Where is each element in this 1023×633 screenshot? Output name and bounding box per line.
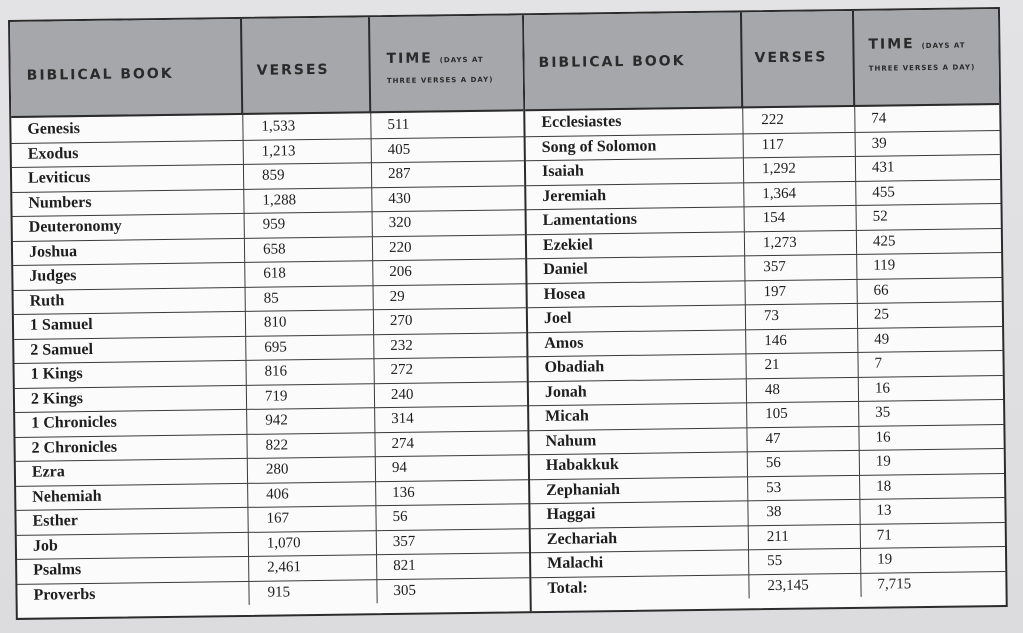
verses-cell: 47 <box>747 425 859 451</box>
time-cell: 71 <box>876 526 892 544</box>
time-cell: 7,715 <box>877 575 912 593</box>
right-header-row <box>524 9 999 111</box>
time-cell: 19 <box>875 453 891 470</box>
book-name-cell: Jonah <box>529 378 747 405</box>
time-cell: 405 <box>387 141 411 158</box>
verses-cell: 719 <box>247 383 375 409</box>
time-cell: 66 <box>873 281 889 299</box>
book-name-cell: Genesis <box>11 115 243 143</box>
book-name-cell: Habakkuk <box>530 451 748 478</box>
time-cell: 52 <box>872 208 888 225</box>
book-name-cell: Esther <box>16 507 248 535</box>
time-cell: 29 <box>389 288 405 305</box>
book-name-cell: Zechariah <box>531 525 749 552</box>
verses-cell: 56 <box>748 450 860 476</box>
verses-cell: 942 <box>247 407 375 433</box>
time-cell: 232 <box>390 337 413 354</box>
verses-cell: 406 <box>248 481 376 507</box>
book-name-cell: Nahum <box>529 427 747 454</box>
book-name-cell: Judges <box>13 262 245 290</box>
header-verses-label: VERSES <box>256 61 330 79</box>
book-name-cell: Malachi <box>531 549 749 576</box>
book-name-cell: Lamentations <box>527 206 745 233</box>
header-book-label: BIBLICAL BOOK <box>538 53 686 72</box>
book-name-cell: Proverbs <box>17 580 249 608</box>
verses-cell: 618 <box>245 260 373 286</box>
time-cell: 206 <box>389 263 412 281</box>
header-time-left <box>370 15 525 113</box>
verses-cell: 822 <box>247 432 375 458</box>
header-time-note: THREE VERSES A DAY) <box>386 75 494 86</box>
time-cell: 18 <box>876 477 892 495</box>
time-cell: 314 <box>391 410 414 428</box>
book-name-cell: 1 Chronicles <box>15 409 247 437</box>
book-name-cell: Joel <box>528 304 746 331</box>
book-name-cell: Ruth <box>14 286 246 314</box>
time-cell: 357 <box>392 533 416 550</box>
time-cell: 287 <box>387 165 411 183</box>
time-cell: 49 <box>874 330 890 348</box>
time-cell: 305 <box>393 582 417 599</box>
book-name-cell: Ecclesiastes <box>525 108 743 135</box>
verses-cell: 1,213 <box>244 138 372 164</box>
left-header-row <box>10 15 523 118</box>
book-name-cell: 2 Chronicles <box>15 433 247 461</box>
book-name-cell: Total: <box>531 574 749 601</box>
verses-cell: 38 <box>748 499 860 525</box>
time-cell: 16 <box>874 379 890 397</box>
verses-cell: 85 <box>246 285 374 311</box>
verses-cell: 1,273 <box>745 229 857 255</box>
book-name-cell: Song of Solomon <box>526 133 744 160</box>
verses-cell: 55 <box>749 548 861 574</box>
book-name-cell: 1 Samuel <box>14 311 246 339</box>
verses-cell: 695 <box>246 334 374 360</box>
header-book-label: BIBLICAL BOOK <box>26 65 174 84</box>
book-name-cell: Leviticus <box>12 164 244 192</box>
verses-cell: 154 <box>745 205 857 231</box>
time-cell: 136 <box>392 484 415 501</box>
header-biblical-book-left <box>10 19 243 118</box>
time-cell: 821 <box>393 557 416 575</box>
book-name-cell: 2 Samuel <box>14 335 246 363</box>
time-cell: 94 <box>391 459 408 477</box>
time-cell: 270 <box>389 312 413 330</box>
time-cell: 119 <box>873 257 896 274</box>
verses-cell: 23,145 <box>749 572 861 598</box>
time-cell: 39 <box>871 135 887 152</box>
book-name-cell: Amos <box>528 329 746 356</box>
time-cell: 431 <box>871 159 895 176</box>
verses-cell: 658 <box>245 236 373 262</box>
verses-cell: 48 <box>747 376 859 402</box>
verses-cell: 1,070 <box>249 530 377 556</box>
right-table-half <box>524 9 1006 611</box>
verses-cell: 810 <box>246 309 374 335</box>
left-table-half <box>10 15 532 618</box>
book-name-cell: Daniel <box>527 255 745 282</box>
time-cell: 25 <box>873 306 890 323</box>
header-verses-right <box>742 11 855 108</box>
header-time-label: TIME (DAYS AT <box>386 50 484 68</box>
book-name-cell: 1 Kings <box>14 360 246 388</box>
verses-cell: 816 <box>246 358 374 384</box>
verses-cell: 1,292 <box>744 156 856 182</box>
verses-cell: 2,461 <box>249 554 377 580</box>
header-time-label: TIME (DAYS AT <box>868 36 966 53</box>
verses-cell: 105 <box>747 401 859 427</box>
verses-cell: 1,288 <box>244 187 372 213</box>
book-name-cell: Exodus <box>12 139 244 167</box>
time-cell: 430 <box>388 190 411 207</box>
header-time-note: THREE VERSES A DAY) <box>868 63 976 73</box>
book-name-cell: Joshua <box>13 237 245 265</box>
verses-cell: 53 <box>748 474 860 500</box>
verses-cell: 222 <box>743 107 855 133</box>
verses-cell: 117 <box>744 131 856 157</box>
verses-cell: 146 <box>746 327 858 353</box>
verses-cell: 859 <box>244 162 372 188</box>
time-cell: 35 <box>875 404 891 421</box>
book-name-cell: Deuteronomy <box>13 213 245 241</box>
book-name-cell: Job <box>17 531 249 559</box>
book-name-cell: Ezekiel <box>527 231 745 258</box>
header-verses-left <box>242 17 371 115</box>
time-cell: 320 <box>388 214 412 232</box>
time-cell: 7 <box>874 355 883 372</box>
bible-reading-table <box>8 7 1008 620</box>
book-name-cell: Micah <box>529 402 747 429</box>
book-name-cell: Hosea <box>527 280 745 307</box>
time-cell: 425 <box>872 232 896 250</box>
time-cell: 272 <box>390 361 414 379</box>
book-name-cell: Nehemiah <box>16 482 248 510</box>
time-cell: 74 <box>871 110 887 127</box>
header-time-right <box>854 9 999 107</box>
book-name-cell: Zephaniah <box>530 476 748 503</box>
verses-cell: 197 <box>745 278 857 304</box>
verses-cell: 211 <box>749 523 861 549</box>
book-name-cell: Psalms <box>17 556 249 584</box>
time-cell: 16 <box>875 428 891 446</box>
book-name-cell: Obadiah <box>528 353 746 380</box>
verses-cell: 280 <box>248 456 376 482</box>
time-cell: 240 <box>390 386 414 403</box>
verses-cell: 357 <box>745 254 857 280</box>
header-biblical-book-right <box>524 12 743 111</box>
time-cell: 19 <box>877 551 893 568</box>
book-name-cell: 2 Kings <box>15 384 247 412</box>
verses-cell: 73 <box>746 303 858 329</box>
book-name-cell: Jeremiah <box>526 182 744 209</box>
book-name-cell: Ezra <box>16 458 248 486</box>
time-cell: 13 <box>876 502 892 519</box>
table-row <box>531 570 1005 601</box>
verses-cell: 959 <box>245 211 373 237</box>
time-cell: 455 <box>872 183 895 201</box>
verses-cell: 1,364 <box>744 180 856 206</box>
verses-cell: 1,533 <box>243 113 371 139</box>
book-name-cell: Isaiah <box>526 157 744 184</box>
time-cell: 511 <box>387 116 410 134</box>
time-cell: 56 <box>392 508 408 526</box>
header-verses-label: VERSES <box>754 49 828 67</box>
verses-cell: 167 <box>248 505 376 531</box>
verses-cell: 915 <box>249 579 377 605</box>
book-name-cell: Numbers <box>12 188 244 216</box>
book-name-cell: Haggai <box>530 500 748 527</box>
time-cell: 274 <box>391 435 415 452</box>
verses-cell: 21 <box>746 352 858 378</box>
time-cell: 220 <box>388 239 412 256</box>
